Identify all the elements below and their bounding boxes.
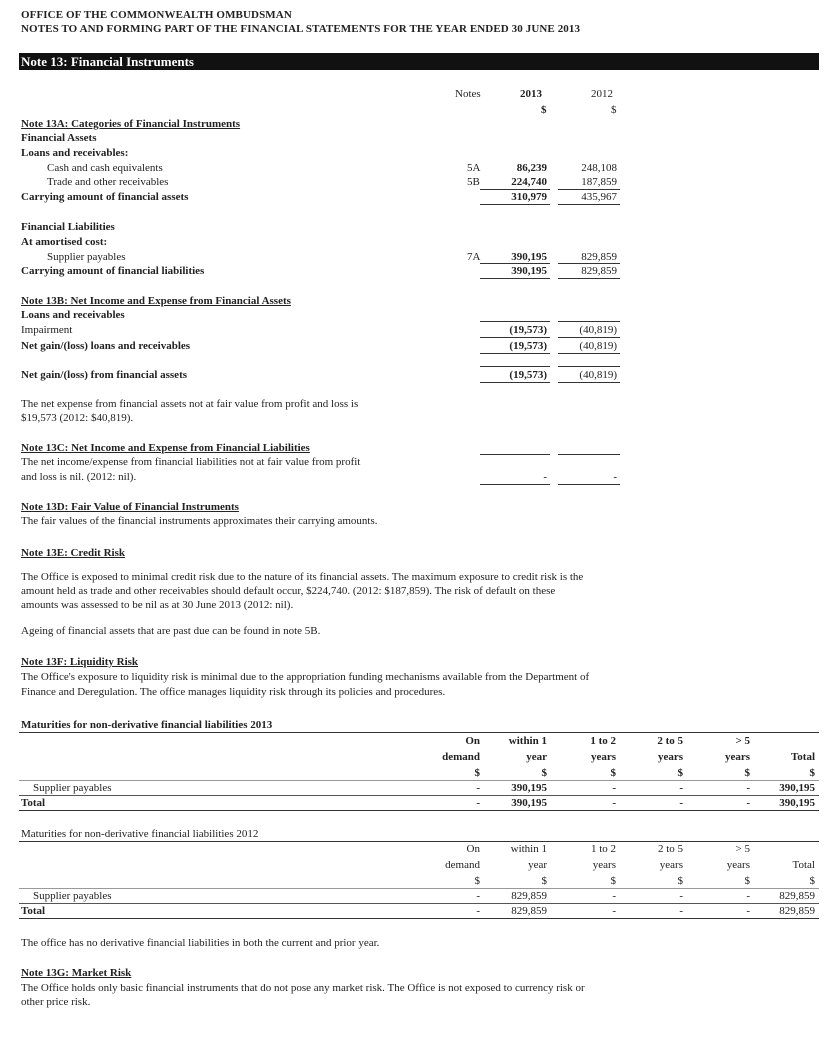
impairment-label: Impairment <box>21 324 73 336</box>
loans-receivables-13b: Loans and receivables <box>21 309 125 321</box>
carrying-liab-2013: 390,195 <box>511 265 547 277</box>
note-13g-title: Note 13G: Market Risk <box>21 967 132 979</box>
note-13b-title: Note 13B: Net Income and Expense from Financial Assets <box>21 295 291 307</box>
supplier-note: 7A <box>467 251 481 263</box>
m12-h-c2-cur: $ <box>541 875 547 887</box>
carrying-liab-label: Carrying amount of financial liabilities <box>21 265 205 277</box>
m12-h-c5a: > 5 <box>735 843 750 855</box>
13f-para-line1: The Office's exposure to liquidity risk is minimal due to the appropriation funding mechanisms available from the Department of <box>21 671 590 683</box>
statements-subtitle: NOTES TO AND FORMING PART OF THE FINANCIAL STATEMENTS FOR THE YEAR ENDED 30 JUNE 2013 <box>21 23 581 35</box>
m12-row-total-label: Total <box>21 905 46 917</box>
m12-h-c5b: years <box>726 859 750 871</box>
col-2012-header: 2012 <box>591 88 613 100</box>
maturities-2012-title: Maturities for non-derivative financial liabilities 2012 <box>21 828 259 840</box>
m13-h-c3a: 1 to 2 <box>590 735 616 747</box>
m13-h-c4-cur: $ <box>677 767 683 779</box>
13c-para-line1: The net income/expense from financial liabilities not at fair value from profit <box>21 456 361 468</box>
m13-supplier-c5: - <box>746 782 750 794</box>
m13-h-c3b: years <box>590 751 616 763</box>
derivative-note: The office has no derivative financial liabilities in both the current and prior year. <box>21 937 380 949</box>
m13-h-c5a: > 5 <box>735 735 750 747</box>
trade-2012: 187,859 <box>581 176 617 188</box>
m13-supplier-c3: - <box>612 782 616 794</box>
cash-2013: 86,239 <box>516 162 547 174</box>
carrying-assets-2012: 435,967 <box>581 191 617 203</box>
m13-total-c5: - <box>746 797 750 809</box>
note-title: Note 13: Financial Instruments <box>21 54 194 69</box>
trade-label: Trade and other receivables <box>47 176 169 188</box>
net-assets-2013: (19,573) <box>509 369 547 381</box>
cash-note: 5A <box>467 162 481 174</box>
13e-para-line3: amounts was assessed to be nil as at 30 June 2013 (2012: nil). <box>21 599 294 611</box>
m12-h-c2b: year <box>528 859 547 871</box>
13c-para-line2: and loss is nil. (2012: nil). <box>21 471 137 483</box>
m12-h-c3a: 1 to 2 <box>590 843 616 855</box>
net-loans-2013: (19,573) <box>509 340 547 352</box>
m12-row-supplier-label: Supplier payables <box>33 890 112 902</box>
m13-h-c5b: years <box>724 751 750 763</box>
col-notes-header: Notes <box>455 88 481 100</box>
13b-para-line1: The net expense from financial assets not at fair value from profit and loss is <box>21 398 359 410</box>
m13-supplier-c1: - <box>476 782 480 794</box>
m13-total-c1: - <box>476 797 480 809</box>
maturities-2013-title: Maturities for non-derivative financial liabilities 2013 <box>21 719 273 731</box>
m13-h-c1-cur: $ <box>474 767 480 779</box>
net-loans-2012: (40,819) <box>579 340 617 352</box>
m12-total-c5: - <box>746 905 750 917</box>
note-13e-title: Note 13E: Credit Risk <box>21 547 125 559</box>
m13-h-c4a: 2 to 5 <box>657 735 683 747</box>
m12-total-c1: - <box>476 905 480 917</box>
13e-para-line2: amount held as trade and other receivables should default occur, $224,740. (2012: $187,859). The risk of default on these <box>21 585 556 597</box>
financial-assets-heading: Financial Assets <box>21 132 97 144</box>
m12-h-c3b: years <box>592 859 616 871</box>
m13-total-c4: - <box>679 797 683 809</box>
net-assets-label: Net gain/(loss) from financial assets <box>21 369 188 381</box>
m12-supplier-c6: 829,859 <box>779 890 815 902</box>
13b-para-line2: $19,573 (2012: $40,819). <box>21 412 134 424</box>
m12-h-c4-cur: $ <box>677 875 683 887</box>
carrying-assets-label: Carrying amount of financial assets <box>21 191 189 203</box>
m13-total-c6: 390,195 <box>779 797 815 809</box>
13d-para: The fair values of the financial instruments approximates their carrying amounts. <box>21 515 378 527</box>
m13-total-c3: - <box>612 797 616 809</box>
13g-para-line2: other price risk. <box>21 996 91 1008</box>
m13-supplier-c6: 390,195 <box>779 782 815 794</box>
m13-row-total-label: Total <box>21 797 46 809</box>
m12-total-c6: 829,859 <box>779 905 815 917</box>
13f-para-line2: Finance and Deregulation. The office manages liquidity risk through its policies and procedures. <box>21 686 446 698</box>
trade-note: 5B <box>467 176 480 188</box>
m13-h-c2b: year <box>526 751 547 763</box>
note-13c-title: Note 13C: Net Income and Expense from Financial Liabilities <box>21 442 310 454</box>
13c-2012: - <box>613 471 617 483</box>
loans-receivables-heading: Loans and receivables: <box>21 147 129 159</box>
m12-h-c1a: On <box>466 843 480 855</box>
m13-h-c6: Total <box>790 751 815 763</box>
note-title-bar <box>19 53 819 70</box>
m13-total-c2: 390,195 <box>511 797 547 809</box>
m13-h-c1a: On <box>465 735 480 747</box>
m13-supplier-c2: 390,195 <box>511 782 547 794</box>
m12-h-c6-cur: $ <box>809 875 815 887</box>
financial-liabilities-heading: Financial Liabilities <box>21 221 115 233</box>
m13-h-c5-cur: $ <box>744 767 750 779</box>
cash-label: Cash and cash equivalents <box>47 162 163 174</box>
m12-total-c2: 829,859 <box>511 905 547 917</box>
m12-h-c1-cur: $ <box>474 875 480 887</box>
note-13f-title: Note 13F: Liquidity Risk <box>21 656 139 668</box>
m13-h-c6-cur: $ <box>809 767 815 779</box>
m13-h-c2a: within 1 <box>508 735 547 747</box>
m13-h-c2-cur: $ <box>541 767 547 779</box>
m12-total-c3: - <box>612 905 616 917</box>
note-13a-title: Note 13A: Categories of Financial Instruments <box>21 118 241 130</box>
m13-row-supplier-label: Supplier payables <box>33 782 112 794</box>
m13-supplier-c4: - <box>679 782 683 794</box>
net-loans-label: Net gain/(loss) loans and receivables <box>21 340 191 352</box>
m12-total-c4: - <box>679 905 683 917</box>
m13-h-c3-cur: $ <box>610 767 616 779</box>
col-2013-header: 2013 <box>520 88 542 100</box>
net-assets-2012: (40,819) <box>579 369 617 381</box>
cash-2012: 248,108 <box>581 162 617 174</box>
impairment-2013: (19,573) <box>509 324 547 336</box>
13e-para-line1: The Office is exposed to minimal credit risk due to the nature of its financial assets. The maximum exposure to credit risk is the <box>21 571 584 583</box>
m12-h-c4a: 2 to 5 <box>657 843 683 855</box>
col-2012-currency: $ <box>611 104 617 116</box>
supplier-2012: 829,859 <box>581 251 617 263</box>
col-2013-currency: $ <box>541 104 547 116</box>
note-13d-title: Note 13D: Fair Value of Financial Instruments <box>21 501 239 513</box>
office-header: OFFICE OF THE COMMONWEALTH OMBUDSMAN <box>21 9 292 21</box>
m12-h-c3-cur: $ <box>610 875 616 887</box>
trade-2013: 224,740 <box>511 176 547 188</box>
m12-supplier-c2: 829,859 <box>511 890 547 902</box>
m12-h-c6: Total <box>792 859 815 871</box>
m12-supplier-c1: - <box>476 890 480 902</box>
m12-supplier-c4: - <box>679 890 683 902</box>
supplier-label: Supplier payables <box>47 251 126 263</box>
m13-h-c4b: years <box>657 751 683 763</box>
13c-2013: - <box>543 471 547 483</box>
13e-para-line4: Ageing of financial assets that are past due can be found in note 5B. <box>21 625 321 637</box>
supplier-2013: 390,195 <box>511 251 547 263</box>
carrying-assets-2013: 310,979 <box>511 191 547 203</box>
carrying-liab-2012: 829,859 <box>581 265 617 277</box>
impairment-2012: (40,819) <box>579 324 617 336</box>
m12-supplier-c3: - <box>612 890 616 902</box>
amortised-cost-heading: At amortised cost: <box>21 236 108 248</box>
13g-para-line1: The Office holds only basic financial instruments that do not pose any market risk. The Office is not exposed to currency risk or <box>21 982 585 994</box>
m12-supplier-c5: - <box>746 890 750 902</box>
m12-h-c4b: years <box>659 859 683 871</box>
m12-h-c5-cur: $ <box>744 875 750 887</box>
m12-h-c2a: within 1 <box>510 843 547 855</box>
m12-h-c1b: demand <box>445 859 480 871</box>
m13-h-c1b: demand <box>442 751 480 763</box>
